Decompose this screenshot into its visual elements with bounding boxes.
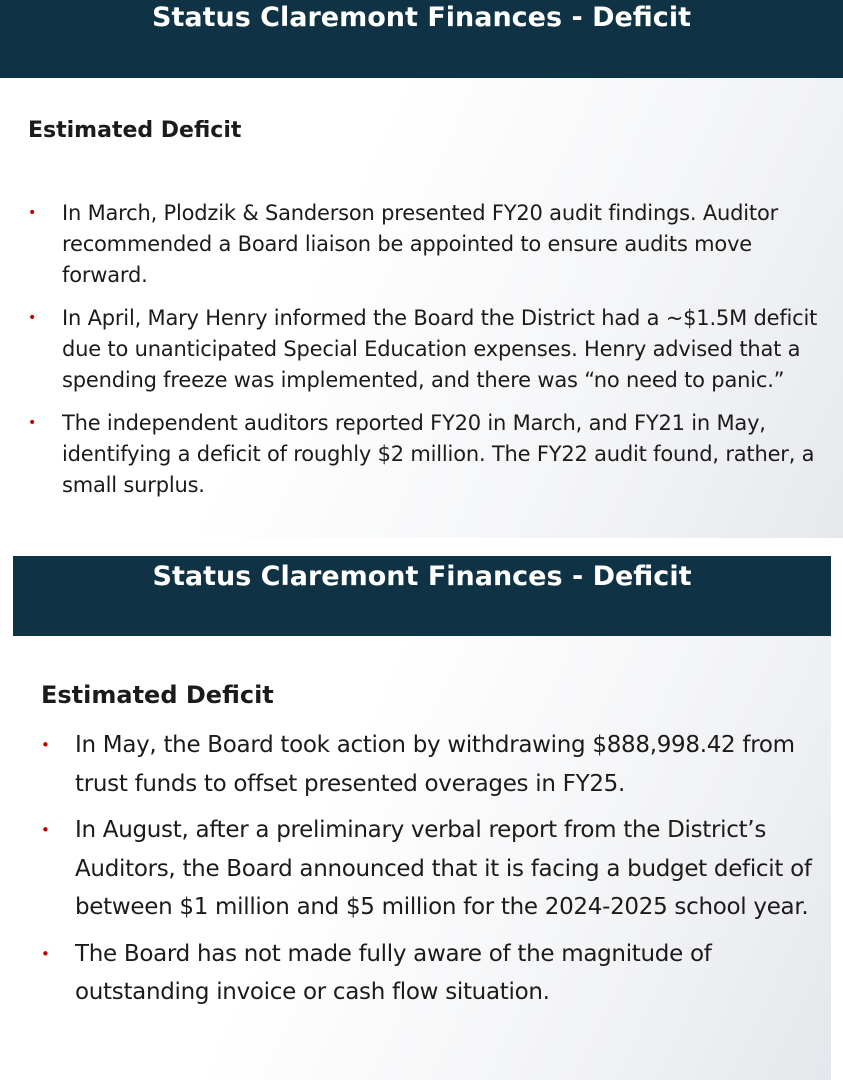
bullet-item — [28, 198, 828, 291]
bullet-text: In March, Plodzik & Sanderson presented FY20 audit findings. Auditor recommended a Board liaison be appointed to ensure audits move forward. — [62, 201, 779, 287]
bullet-text: In May, the Board took action by withdrawing $888,998.42 from trust funds to offset presented overages in FY25. — [75, 732, 795, 797]
bullet-list — [28, 198, 828, 513]
bullet-text: In April, Mary Henry informed the Board the District had a ~$1.5M deficit due to unanticipated Special Education expenses. Henry advised that a spending freeze was implemented, and there was “no need to panic.” — [62, 306, 818, 392]
bullet-item — [41, 935, 831, 1012]
bullet-dot-icon: • — [28, 205, 37, 221]
slide-2 — [13, 556, 831, 1080]
bullet-text: The independent auditors reported FY20 in March, and FY21 in May, identifying a deficit of roughly $2 million. The FY22 audit found, rather, a small surplus. — [62, 411, 815, 497]
slide-subheading: Estimated Deficit — [41, 681, 274, 709]
bullet-list — [41, 726, 831, 1020]
bullet-text: In August, after a preliminary verbal report from the District’s Auditors, the Board announced that it is facing a budget deficit of between $1 million and $5 million for the 2024-2025 school year. — [75, 817, 812, 920]
bullet-dot-icon: • — [41, 944, 50, 963]
bullet-dot-icon: • — [28, 415, 37, 431]
slide-title: Status Claremont Finances - Deficit — [0, 0, 843, 78]
bullet-item — [28, 408, 828, 501]
bullet-dot-icon: • — [41, 821, 50, 839]
slide-1 — [0, 0, 843, 538]
bullet-dot-icon: • — [28, 310, 37, 326]
bullet-item — [41, 726, 831, 803]
bullet-item — [28, 303, 828, 396]
bullet-dot-icon: • — [41, 736, 50, 754]
bullet-text: The Board has not made fully aware of the magnitude of outstanding invoice or cash flow situation. — [75, 940, 712, 1005]
slide-title: Status Claremont Finances - Deficit — [13, 556, 831, 636]
slide-subheading: Estimated Deficit — [28, 118, 242, 143]
bullet-item — [41, 811, 831, 927]
